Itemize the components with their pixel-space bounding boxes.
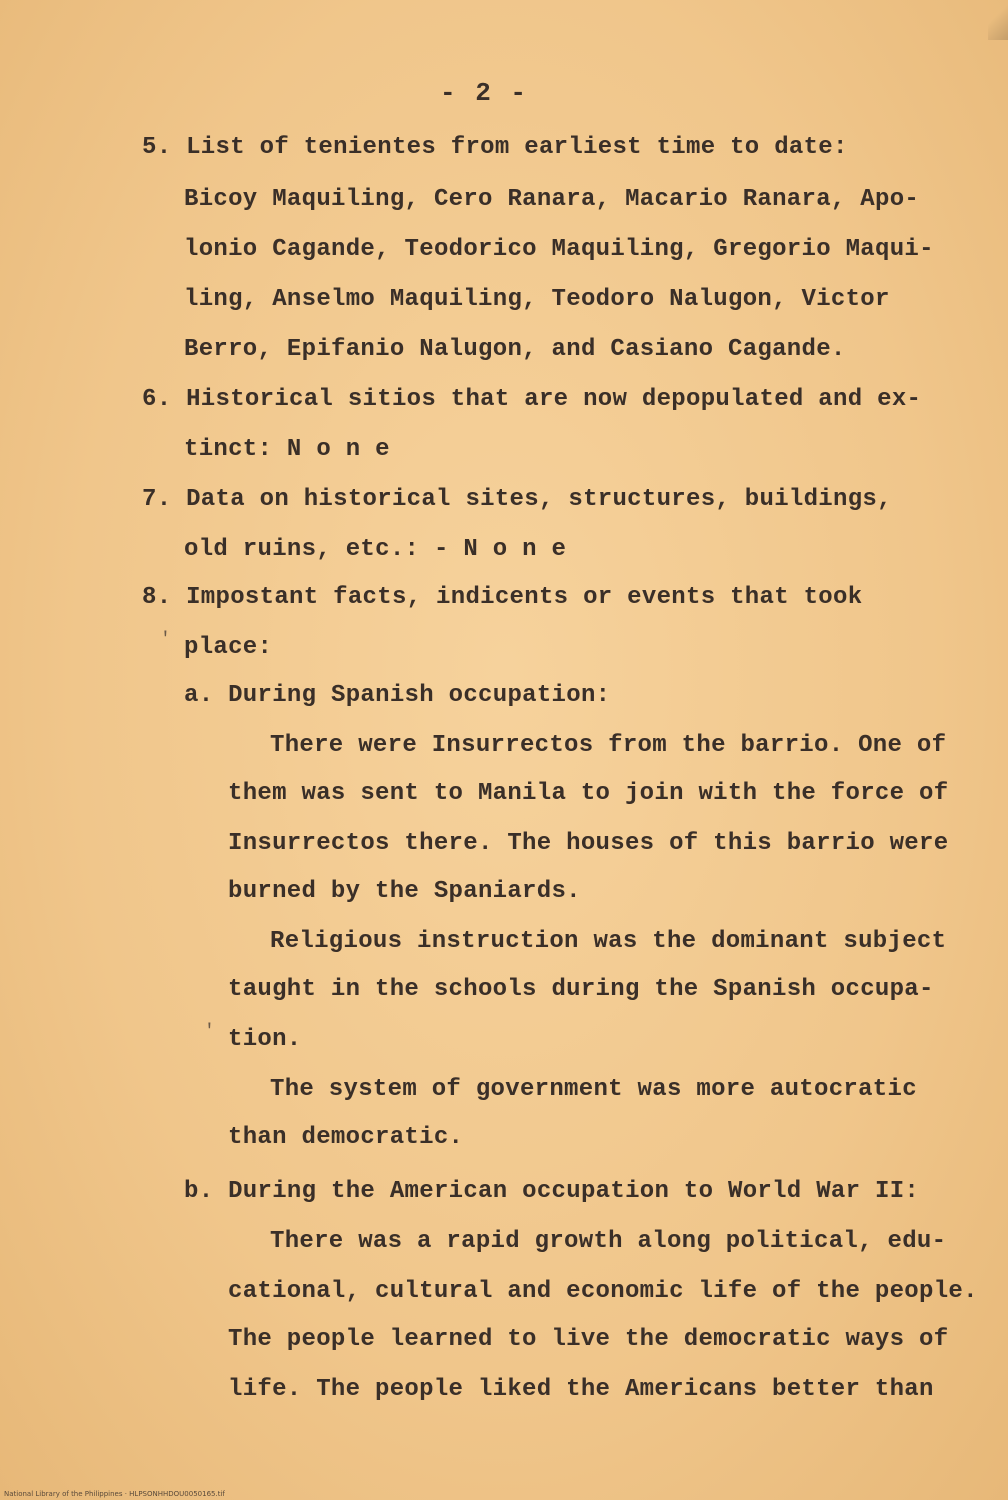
archive-footer: National Library of the Philippines · HLPSONHHDOU0050165.tif <box>4 1490 225 1498</box>
text-line: old ruins, etc.: - N o n e <box>184 536 567 563</box>
text-line: 7. Data on historical sites, structures, buildings, <box>142 486 892 513</box>
text-line: Insurrectos there. The houses of this barrio were <box>228 830 949 857</box>
text-line: than democratic. <box>228 1124 464 1151</box>
text-line: ling, Anselmo Maquiling, Teodoro Nalugon, Victor <box>184 286 890 313</box>
text-line: Berro, Epifanio Nalugon, and Casiano Cagande. <box>184 336 846 363</box>
text-line: There were Insurrectos from the barrio. One of <box>270 732 947 759</box>
text-line: cational, cultural and economic life of the people. <box>228 1278 978 1305</box>
text-line: tinct: N o n e <box>184 436 390 463</box>
text-line: Religious instruction was the dominant subject <box>270 928 947 955</box>
text-line: tion. <box>228 1026 302 1053</box>
margin-mark: ' <box>160 630 171 650</box>
text-line: place: <box>184 634 273 661</box>
text-line: burned by the Spaniards. <box>228 878 581 905</box>
margin-mark: ' <box>204 1022 215 1042</box>
text-line: b. During the American occupation to World War II: <box>184 1178 920 1205</box>
text-line: 5. List of tenientes from earliest time to date: <box>142 134 848 161</box>
text-line: lonio Cagande, Teodorico Maquiling, Gregorio Maqui- <box>184 236 934 263</box>
text-line: The system of government was more autocratic <box>270 1076 917 1103</box>
text-line: taught in the schools during the Spanish occupa- <box>228 976 934 1003</box>
text-line: The people learned to live the democratic ways of <box>228 1326 949 1353</box>
text-line: There was a rapid growth along political, edu- <box>270 1228 947 1255</box>
page-corner-shadow <box>988 0 1008 40</box>
page-number: - 2 - <box>440 78 529 108</box>
text-line: 6. Historical sitios that are now depopulated and ex- <box>142 386 922 413</box>
text-line: Bicoy Maquiling, Cero Ranara, Macario Ranara, Apo- <box>184 186 920 213</box>
text-line: a. During Spanish occupation: <box>184 682 611 709</box>
text-line: 8. Impostant facts, indicents or events that took <box>142 584 863 611</box>
text-line: them was sent to Manila to join with the force of <box>228 780 949 807</box>
text-line: life. The people liked the Americans better than <box>228 1376 934 1403</box>
